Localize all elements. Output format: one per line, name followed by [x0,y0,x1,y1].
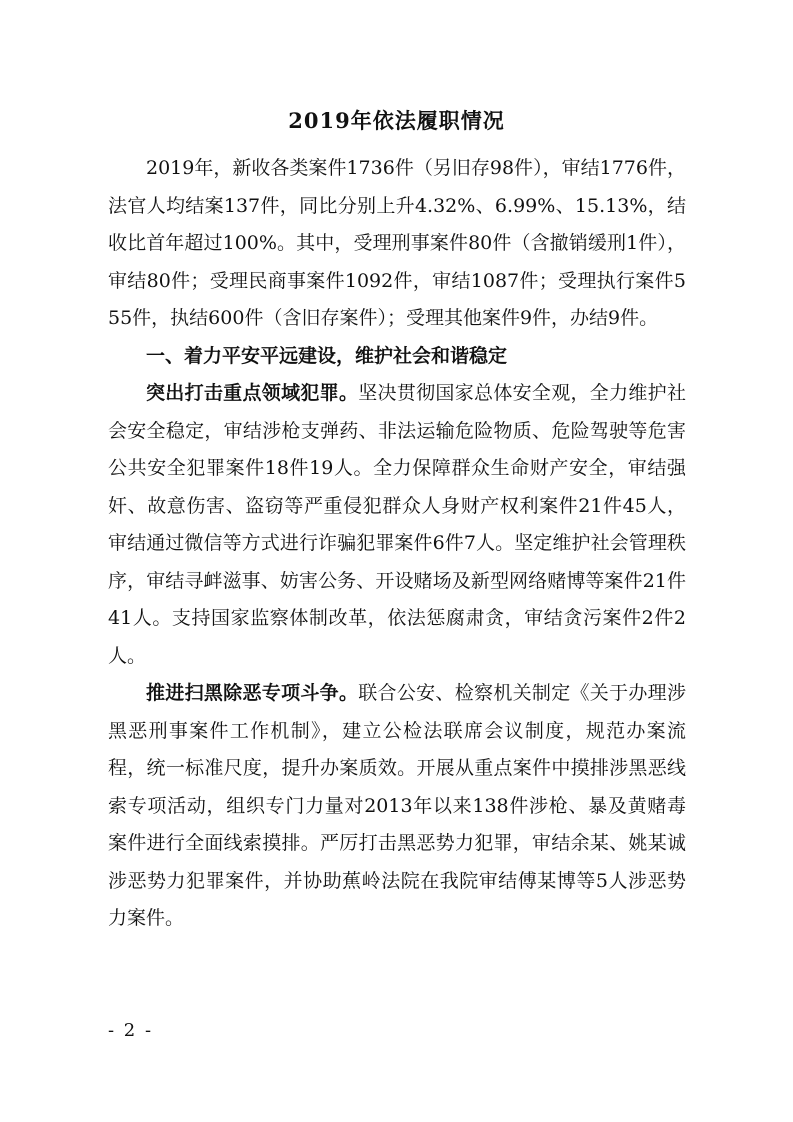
key-crimes-text: 坚决贯彻国家总体安全观，全力维护社会安全稳定，审结涉枪支弹药、非法运输危险物质、危险驾驶等危害公共安全犯罪案件18件19人。全力保障群众生命财产安全，审结强奸、故意伤害、盗窃等严重侵犯群众人身财产权利案件21件45人，审结通过微信等方式进行诈骗犯罪案件6件7人。坚定维护社会管理秩序，审结寻衅滋事、妨害公务、开设赌场及新型网络赌博等案件21件41人。支持国家监察体制改革，依法惩腐肃贪，审结贪污案件2件2人。 [108,382,686,667]
page-number: - 2 - [108,1020,154,1041]
document-title: 2019年依法履职情况 [288,108,505,133]
document-body [108,150,686,938]
key-crimes-paragraph [108,375,686,675]
overview-paragraph [108,150,686,338]
key-crimes-lead: 突出打击重点领域犯罪。 [146,382,359,404]
section-1-heading: 一、着力平安平远建设，维护社会和谐稳定 [146,344,508,367]
anti-gang-paragraph [108,675,686,938]
anti-gang-lead: 推进扫黑除恶专项斗争。 [146,682,359,704]
overview-text: 2019年，新收各类案件1736件（另旧存98件），审结1776件，法官人均结案137件，同比分别上升4.32%、6.99%、15.13%，结收比首年超过100%。其中，受理刑事案件80件（含撤销缓刑1件），审结80件；受理民商事案件1092件，审结1087件；受理执行案件555件，执结600件（含旧存案件）；受理其他案件9件，办结9件。 [108,157,686,329]
anti-gang-text: 联合公安、检察机关制定《关于办理涉黑恶刑事案件工作机制》，建立公检法联席会议制度，规范办案流程，统一标准尺度，提升办案质效。开展从重点案件中摸排涉黑恶线索专项活动，组织专门力量对2013年以来138件涉枪、暴及黄赌毒案件进行全面线索摸排。严厉打击黑恶势力犯罪，审结余某、姚某诚涉恶势力犯罪案件，并协助蕉岭法院在我院审结傅某博等5人涉恶势力案件。 [108,682,686,929]
